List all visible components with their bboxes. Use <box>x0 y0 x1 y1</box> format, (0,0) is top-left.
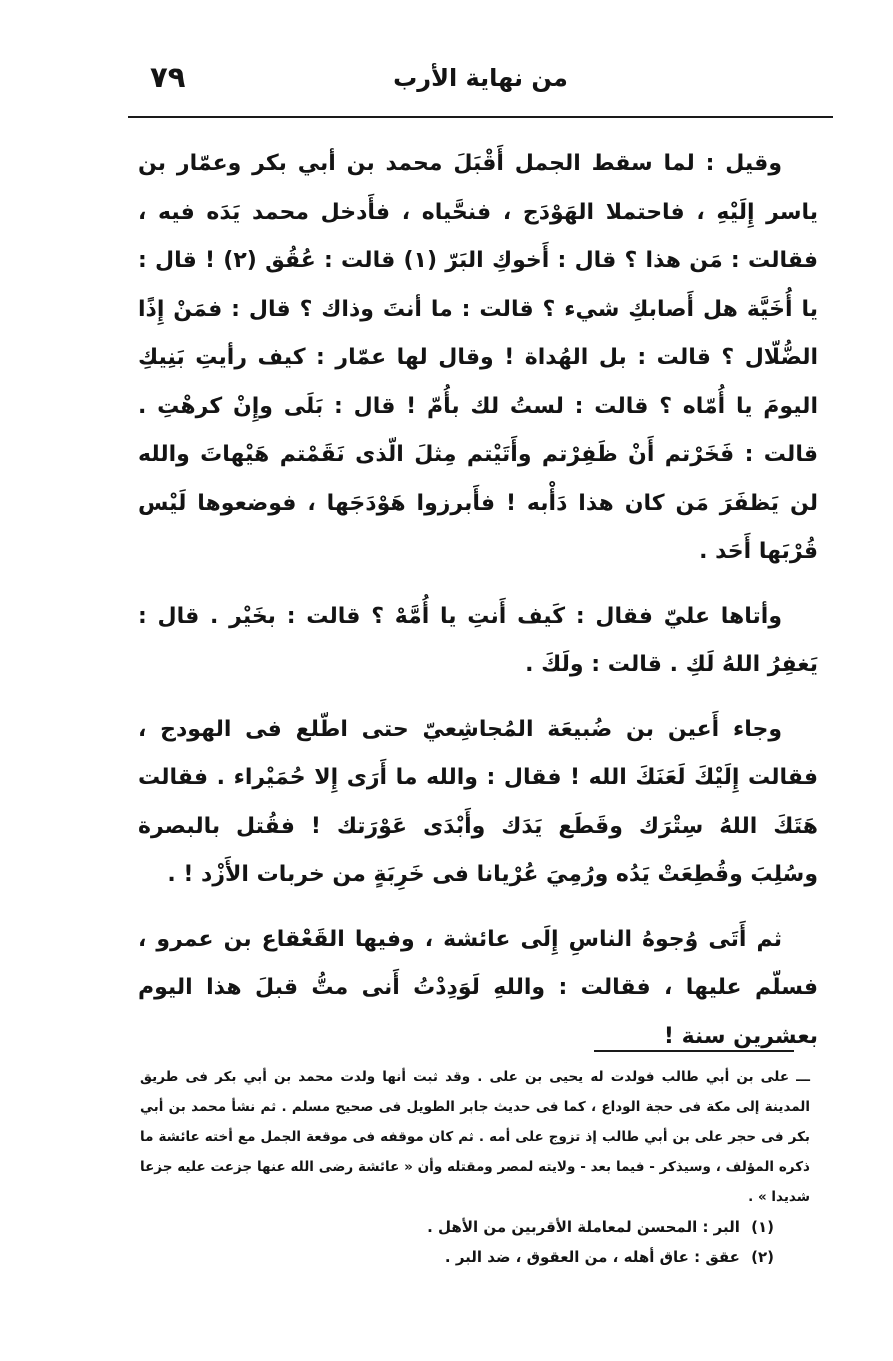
footnote-2 <box>140 1242 810 1272</box>
header-divider <box>128 116 833 118</box>
footnote-text: البر : المحسن لمعاملة الأقربين من الأهل . <box>427 1218 740 1236</box>
footnote-text: عقق : عاق أهله ، من العقوق ، ضد البر . <box>444 1248 740 1266</box>
page-header <box>128 54 833 118</box>
footnote-marker: (١) <box>751 1218 774 1236</box>
footnote-divider <box>594 1050 794 1052</box>
paragraph: وأتاها عليّ فقال : كَيف أَنتِ يا أُمَّهْ ؟ قالت : بخَيْر . قال : يَغفِرُ اللهُ لَكِ . قالت : ولَكَ . <box>138 603 818 677</box>
footnote-1 <box>140 1212 810 1242</box>
running-title: من نهاية الأرب <box>393 64 568 92</box>
page-number: ٧٩ <box>150 60 186 94</box>
main-text <box>138 140 818 1077</box>
paragraph: وجاء أَعين بن ضُبيعَة المُجاشِعيّ حتى اطّلع فى الهودج ، فقالت إِلَيْكَ لَعَنَكَ الله ! فقال : والله ما أَرَى إِلا حُمَيْراء . فقالت هَتَكَ اللهُ سِتْرَك وقَطَع يَدَك وأَبْدَى عَوْرَتك ! فقُتل بالبصرة وسُلِبَ وقُطِعَتْ يَدُه ورُمِيَ عُرْيانا فى خَرِبَةٍ من خربات الأَزْد ! . <box>138 716 818 887</box>
paragraph: ثم أَتَى وُجوهُ الناسِ إِلَى عائشة ، وفيها القَعْقاع بن عمرو ، فسلّم عليها ، فقالت : واللهِ لَوَدِدْتُ أَنى متُّ قبلَ هذا اليوم بعشرين سنة ! <box>138 926 818 1049</box>
footnote-marker: (٢) <box>751 1248 774 1266</box>
footnotes <box>140 1062 810 1272</box>
footnote-continued: ـــ على بن أبي طالب فولدت له يحيى بن على . وقد ثبت أنها ولدت محمد بن أبي بكر فى طريق المدينة إلى مكة فى حجة الوداع ، كما فى حديث جابر الطويل فى صحيح مسلم . ثم نشأ محمد بن أبي بكر فى حجر على بن أبي طالب إذ تزوج على أمه . ثم كان موقفه فى موقعة الجمل مع أخته عائشة ما ذكره المؤلف ، وسيذكر - فيما بعد - ولايته لمصر ومقتله وأن « عائشة رضى الله عنها جزعت عليه جزعا شديدا » . <box>140 1069 810 1205</box>
paragraph: وقيل : لما سقط الجمل أَقْبَلَ محمد بن أبي بكر وعمّار بن ياسر إِلَيْهِ ، فاحتملا الهَوْدَج ، فنحَّياه ، فأَدخل محمد يَدَه فيه ، فقالت : مَن هذا ؟ قال : أَخوكِ البَرّ (١) قالت : عُقُق (٢) ! قال : يا أُخَيَّة هل أَصابكِ شيء ؟ قالت : ما أنتَ وذاك ؟ قال : فمَنْ إِذًا الضُّلّال ؟ قالت : بل الهُداة ! وقال لها عمّار : كيف رأيتِ بَنِيكِ اليومَ يا أُمّاه ؟ قالت : لستُ لك بأُمّ ! قال : بَلَى وإِنْ كرهْتِ . قالت : فَخَرْتم أَنْ ظَفِرْتم وأَتَيْتم مِثلَ الّذى نَقَمْتم هَيْهاتَ والله لن يَظفَرَ مَن كان هذا دَأْبه ! فأَبرزوا هَوْدَجَها ، فوضعوها لَيْس قُرْبَها أَحَد . <box>138 151 819 564</box>
